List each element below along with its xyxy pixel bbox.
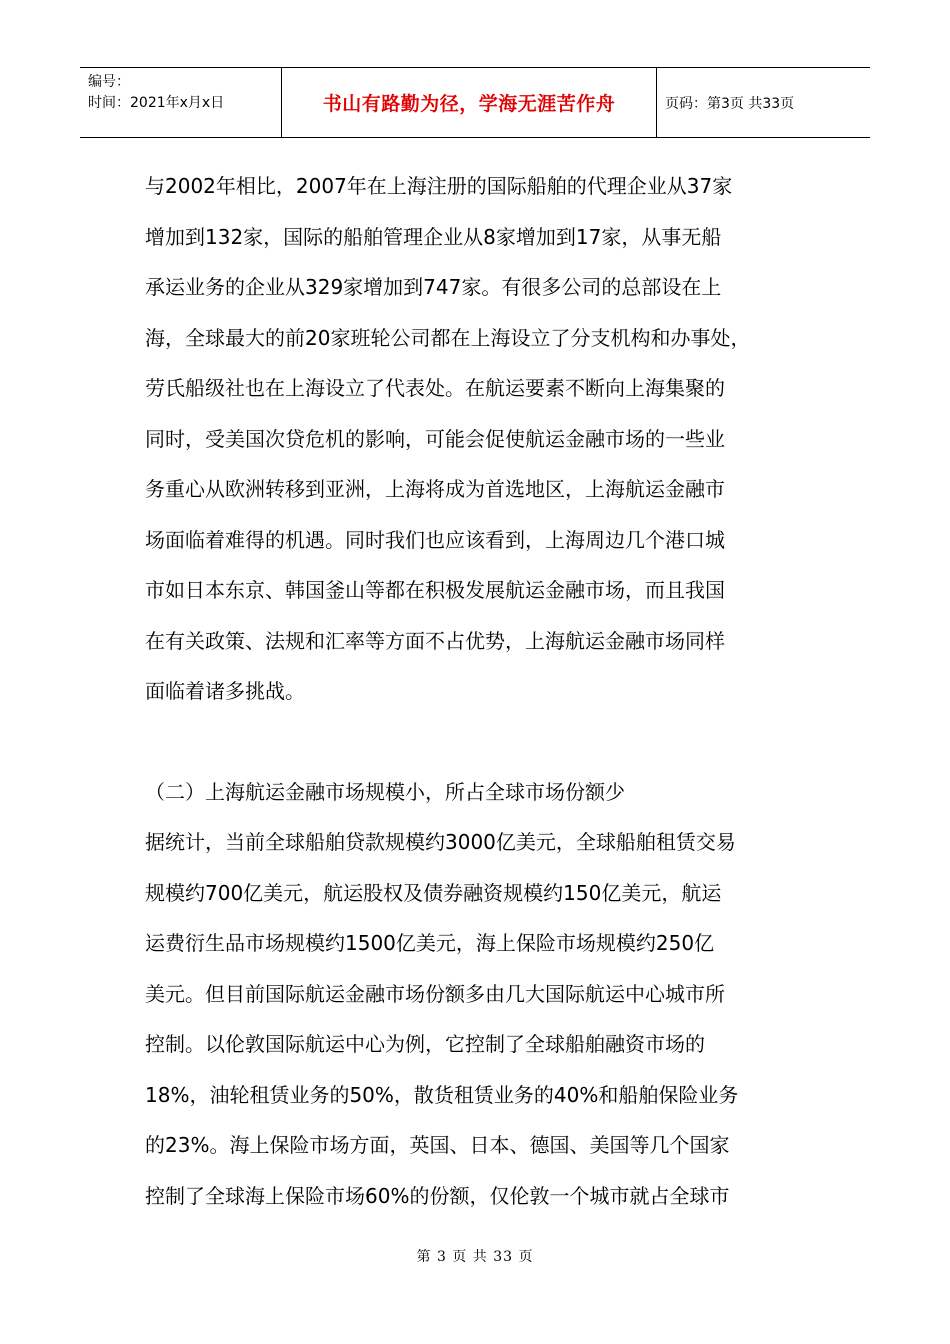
body-line: 18%，油轮租赁业务的50%，散货租赁业务的40%和船舶保险业务: [145, 1082, 739, 1107]
body-line: 增加到132家，国际的船舶管理企业从8家增加到17家，从事无船: [145, 224, 722, 249]
body-line: 据统计，当前全球船舶贷款规模约3000亿美元，全球船舶租赁交易: [145, 830, 736, 854]
header-meta: [80, 68, 282, 137]
serial-number-label: 编号：: [88, 74, 130, 90]
document-body: [145, 168, 825, 1228]
body-line: 规模约700亿美元，航运股权及债券融资规模约150亿美元，航运: [145, 880, 722, 905]
body-line: 与2002年相比，2007年在上海注册的国际船舶的代理企业从37家: [145, 174, 733, 198]
header-page-info: 页码：第3页 共33页: [665, 95, 795, 112]
date-label: 时间：2021年x月x日: [88, 95, 225, 111]
header-motto: 书山有路勤为径，学海无涯苦作舟: [282, 68, 657, 137]
paragraph-gap: [145, 724, 825, 774]
body-line: 务重心从欧洲转移到亚洲，上海将成为首选地区，上海航运金融市: [145, 477, 725, 501]
body-line: 运费衍生品市场规模约1500亿美元，海上保险市场规模约250亿: [145, 931, 715, 955]
page-footer: 第 3 页 共 33 页: [416, 1249, 534, 1265]
body-line: 控制。以伦敦国际航运中心为例，它控制了全球船舶融资市场的: [145, 1032, 705, 1056]
body-line: 场面临着难得的机遇。同时我们也应该看到，上海周边几个港口城: [145, 527, 725, 552]
body-line: 在有关政策、法规和汇率等方面不占优势，上海航运金融市场同样: [145, 628, 725, 653]
body-line: 面临着诸多挑战。: [145, 679, 305, 703]
body-line: 市如日本东京、韩国釜山等都在积极发展航运金融市场，而且我国: [145, 578, 725, 602]
body-line: 同时，受美国次贷危机的影响，可能会促使航运金融市场的一些业: [145, 426, 725, 451]
body-line: 的23%。海上保险市场方面，英国、日本、德国、美国等几个国家: [145, 1133, 730, 1157]
section-heading: （二）上海航运金融市场规模小，所占全球市场份额少: [145, 779, 625, 804]
body-line: 承运业务的企业从329家增加到747家。有很多公司的总部设在上: [145, 275, 722, 299]
body-line: 海，全球最大的前20家班轮公司都在上海设立了分支机构和办事处，: [145, 325, 751, 350]
body-line: 控制了全球海上保险市场60%的份额，仅伦敦一个城市就占全球市: [145, 1183, 730, 1208]
page-header: [80, 67, 870, 138]
body-line: 劳氏船级社也在上海设立了代表处。在航运要素不断向上海集聚的: [145, 376, 725, 400]
body-line: 美元。但目前国际航运金融市场份额多由几大国际航运中心城市所: [145, 981, 725, 1006]
